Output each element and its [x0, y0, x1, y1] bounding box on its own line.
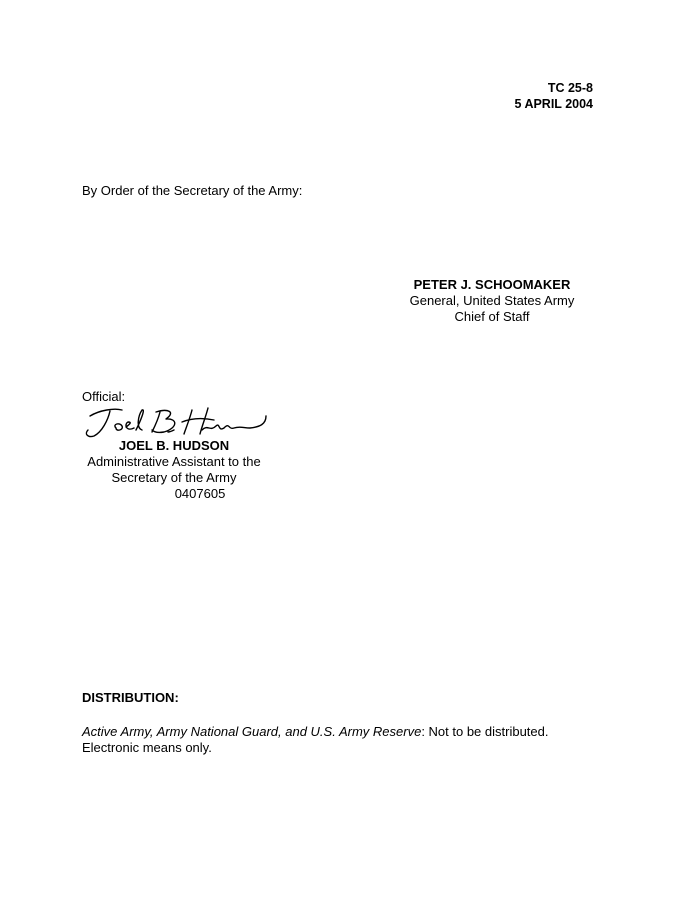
document-number: TC 25-8	[547, 81, 593, 95]
official-name: JOEL B. HUDSON	[118, 438, 230, 453]
handwritten-signature	[80, 402, 270, 442]
distribution-text	[82, 724, 602, 756]
chief-name: PETER J. SCHOOMAKER	[413, 277, 571, 292]
distribution-line1	[82, 724, 602, 740]
official-number: 0407605	[174, 486, 226, 501]
document-date: 5 APRIL 2004	[514, 97, 593, 111]
document-header	[514, 80, 593, 112]
order-line: By Order of the Secretary of the Army:	[82, 183, 303, 198]
chief-rank: General, United States Army	[409, 293, 575, 308]
official-label: Official:	[82, 389, 126, 404]
chief-signature-block	[386, 277, 598, 325]
chief-title: Chief of Staff	[454, 309, 530, 324]
official-title-line2: Secretary of the Army	[111, 470, 237, 485]
distribution-line2: Electronic means only.	[82, 740, 212, 755]
distribution-heading: DISTRIBUTION:	[82, 690, 179, 705]
official-signature-block	[80, 438, 268, 502]
official-title-line1: Administrative Assistant to the	[87, 454, 261, 469]
distribution-components: Active Army, Army National Guard, and U.S. Army Reserve	[82, 724, 422, 739]
distribution-restriction: : Not to be distributed.	[421, 724, 549, 739]
